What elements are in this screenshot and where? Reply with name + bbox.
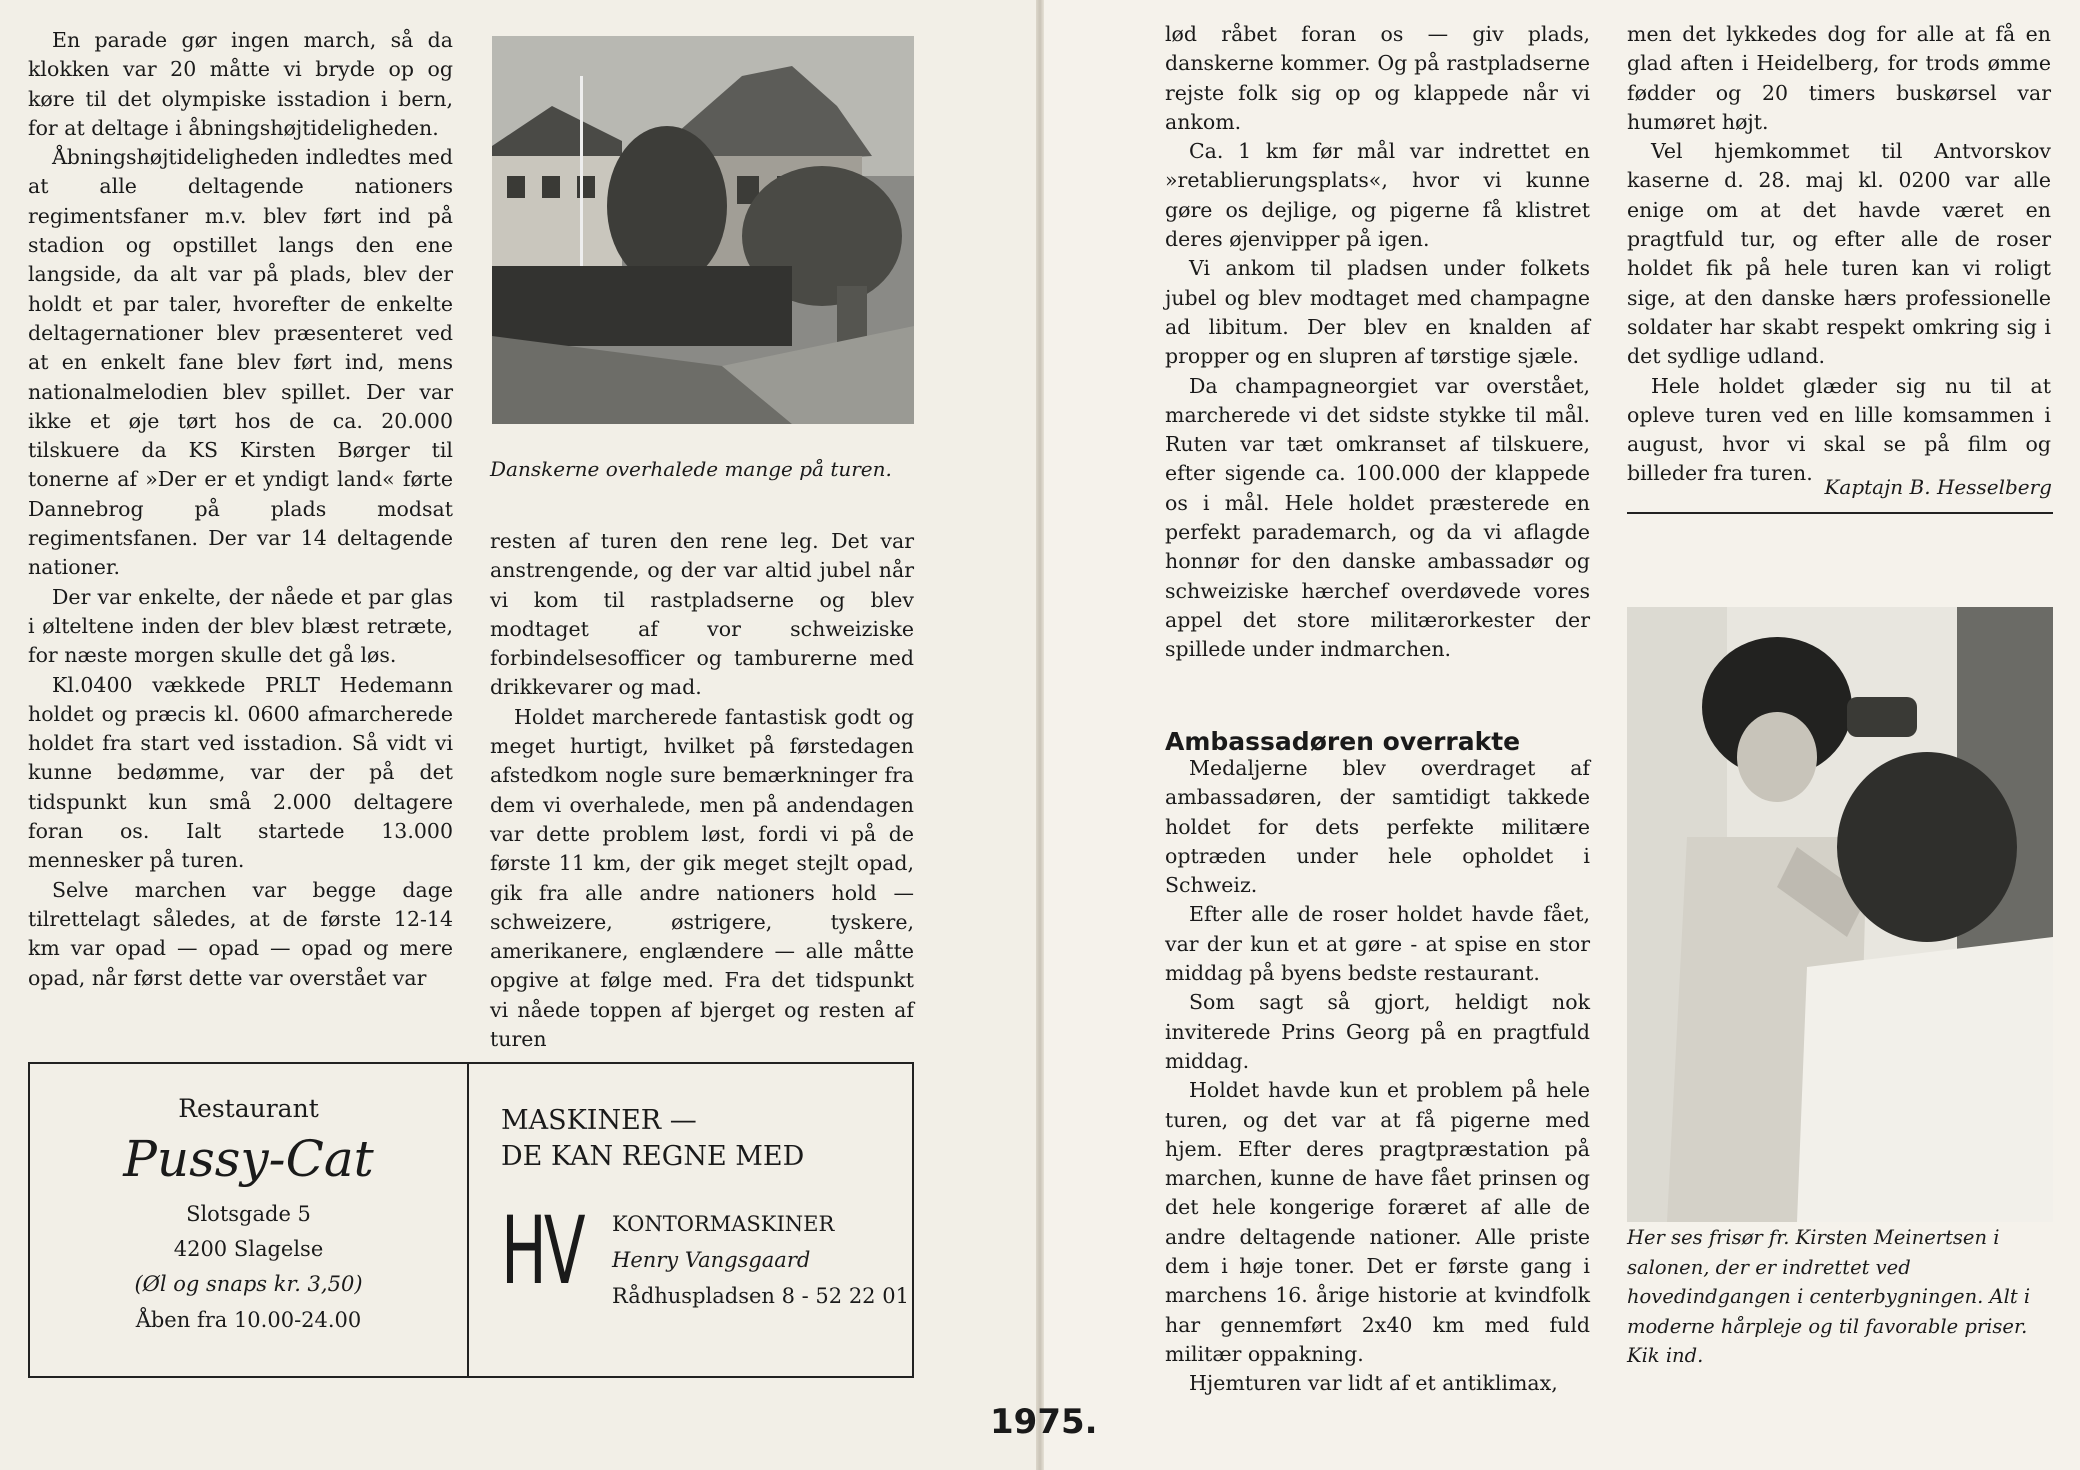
paragraph: Da champagneorgiet var overstået, marcherede vi det sidste stykke til mål. Ruten var tæt omkranset af tilskuere, efter sigende ca. 100.000 der klappede os i mål. Hele holdet præsterede en perfekt parademarch, og da vi aflagde honnør for den danske ambassadør og schweiziske hærchef overdøvede vores appel det store militærorkester der spillede under indmarchen.: [1165, 373, 1590, 662]
left-column-1: [28, 26, 453, 993]
salon-photo-caption: Her ses frisør fr. Kirsten Meinertsen i salonen, der er indrettet ved hovedindgangen i centerbygningen. Alt i moderne hårpleje og til favorable priser. Kik ind.: [1627, 1226, 2031, 1367]
paragraph: Holdet marcherede fantastisk godt og meget hurtigt, hvilket på førstedagen afstedkom nogle sure bemærkninger fra dem vi overhalede, men på andendagen var dette problem løst, fordi vi på de første 11 km, der gik meget stejlt opad, gik fra alle andre nationers hold — schweizere, østrigere, tyskere, amerikanere, englændere — alle måtte opgive at følge med. Fra det tidspunkt vi nåede toppen af bjerget og resten af turen: [490, 704, 914, 1052]
right-column-1b: [1165, 754, 1590, 1399]
restaurant-ad: [30, 1064, 467, 1374]
machines-owner: Henry Vangsgaard: [612, 1248, 811, 1272]
restaurant-hours: Åben fra 10.00-24.00: [135, 1308, 362, 1332]
left-column-2: [490, 527, 914, 1054]
paragraph: Der var enkelte, der nåede et par glas i ølteltene inden der blev blæst retræte, for næste morgen skulle det gå løs.: [28, 584, 453, 668]
restaurant-offer: (Øl og snaps kr. 3,50): [134, 1272, 363, 1296]
year-label: 1975.: [990, 1402, 1098, 1442]
section-heading: Ambassadøren overrakte: [1165, 727, 1521, 756]
paragraph: Vi ankom til pladsen under folkets jubel og blev modtaget med champagne ad libitum. Der blev en knalden af propper og en slupren af tørstige sjæle.: [1165, 256, 1590, 369]
paragraph: Vel hjemkommet til Antvorskov kaserne d. 28. maj kl. 0200 var alle enige om at det havde været en pragtfuld tur, og efter alle de roser holdet fik på hele turen kan vi roligt sige, at den danske hærs professionelle soldater har skabt respekt omkring sig i det sydlige udland.: [1627, 139, 2051, 369]
machines-headline-1: MASKINER —: [501, 1105, 697, 1136]
paragraph: En parade gør ingen march, så da klokken var 20 måtte vi bryde op og køre til det olympiske isstadion i bern, for at deltage i åbningshøjtideligheden.: [28, 28, 453, 140]
salon-photo: [1627, 607, 2053, 1222]
restaurant-label: Restaurant: [178, 1094, 319, 1123]
paragraph: Ca. 1 km før mål var indrettet en »retablierungsplats«, hvor vi kunne gøre os dejlige, og pigerne få klistret deres øjenvipper på igen.: [1165, 139, 1590, 252]
hv-logo: HV: [501, 1197, 583, 1306]
machines-headline-2: DE KAN REGNE MED: [501, 1141, 805, 1172]
paragraph: lød råbet foran os — giv plads, danskerne kommer. Og på rastpladserne rejste folk sig op og klappede når vi ankom.: [1165, 22, 1590, 134]
page-gutter: [1036, 0, 1044, 1470]
restaurant-name: Pussy-Cat: [123, 1130, 374, 1188]
paragraph: Åbningshøjtideligheden indledtes med at alle deltagende nationers regimentsfaner m.v. blev ført ind på stadion og opstillet langs den ene langside, da alt var på plads, blev der holdt et par taler, hvorefter de enkelte deltagernationer blev præsenteret ved at en enkelt fane blev ført ind, mens nationalmelodien blev spillet. Der var ikke et øje tørt hos de ca. 20.000 tilskuere da KS Kirsten Børger til tonerne af »Der er et yndigt land« førte Dannebrog på plads modsat regimentsfanen. Der var 14 deltagende nationer.: [28, 145, 453, 580]
restaurant-street: Slotsgade 5: [186, 1202, 311, 1226]
machines-address: Rådhuspladsen 8 - 52 22 01: [612, 1284, 909, 1308]
paragraph: Selve marchen var begge dage tilrettelagt således, at de første 12-14 km var opad — opad — opad og mere opad, når først dette var overstået var: [28, 877, 453, 990]
office-machines-ad: [469, 1064, 909, 1374]
march-photo: [492, 36, 914, 424]
paragraph: Hele holdet glæder sig nu til at opleve turen ved en lille komsammen i august, hvor vi skal se på film og billeder fra turen.: [1627, 373, 2051, 486]
paragraph: Medaljerne blev overdraget af ambassadøren, der samtidigt takkede holdet for dets perfekte militære optræden under hele opholdet i Schweiz.: [1165, 756, 1590, 898]
paragraph: Holdet havde kun et problem på hele turen, og det var at få pigerne med hjem. Efter deres pragtpræstation på marchen, kunne de have fået prinsen og det hele kongerige foræret af alle de andre deltagende nationer. Alle priste dem i høje toner. Det er første gang i marchens 16. årige historie at kvindfolk har gennemført 2x40 km med fuld militær oppakning.: [1165, 1078, 1590, 1366]
author-signature: Kaptajn B. Hesselberg: [1824, 475, 2052, 499]
paragraph: resten af turen den rene leg. Det var anstrengende, og der var altid jubel når vi kom til rastpladserne og blev modtaget af vor schweiziske forbindelsesofficer og tamburerne med drikkevarer og mad.: [490, 529, 914, 700]
right-column-2: [1627, 20, 2051, 489]
machines-company: KONTORMASKINER: [612, 1212, 835, 1236]
march-photo-caption: Danskerne overhalede mange på turen.: [490, 457, 892, 481]
paragraph: men det lykkedes dog for alle at få en glad aften i Heidelberg, for trods ømme fødder og 20 timers buskørsel var humøret højt.: [1627, 22, 2051, 134]
restaurant-city: 4200 Slagelse: [173, 1237, 324, 1261]
paragraph: Kl.0400 vækkede PRLT Hedemann holdet og præcis kl. 0600 afmarcherede holdet fra start ved isstadion. Så vidt vi kunne bedømme, var der på det tidspunkt kun små 2.000 deltagere foran os. Ialt startede 13.000 mennesker på turen.: [28, 672, 453, 873]
paragraph: Hjemturen var lidt af et antiklimax,: [1189, 1371, 1558, 1396]
paragraph: Som sagt så gjort, heldigt nok inviterede Prins Georg på en pragtfuld middag.: [1165, 990, 1590, 1073]
paragraph: Efter alle de roser holdet havde fået, var der kun et at gøre - at spise en stor middag på byens bedste restaurant.: [1165, 902, 1590, 986]
right-column-1: [1165, 20, 1590, 665]
article-end-rule: [1627, 512, 2053, 514]
